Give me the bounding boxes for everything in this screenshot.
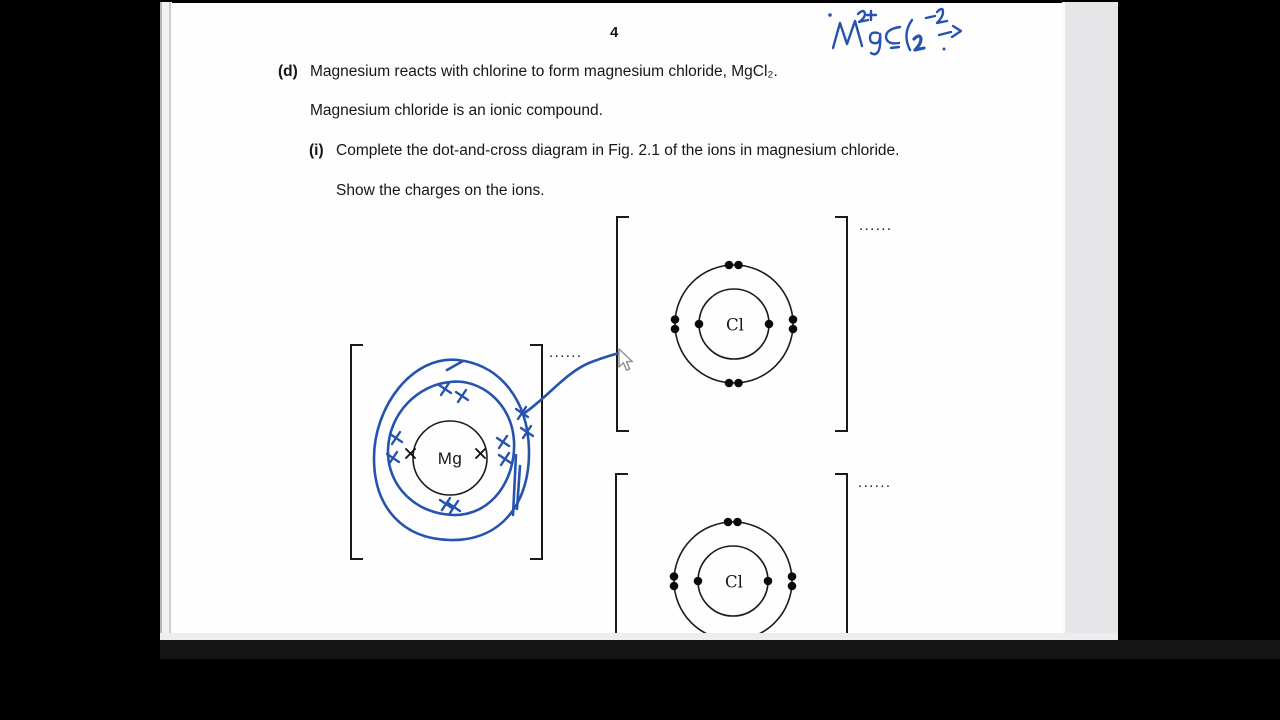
question-sub-instruction-2: Show the charges on the ions. bbox=[336, 182, 545, 199]
viewer-left-edge bbox=[160, 2, 172, 636]
cl-bottom-charge-placeholder: ...... bbox=[858, 474, 892, 491]
mg-atom-label: Mg bbox=[437, 449, 463, 468]
scrollbar-track[interactable] bbox=[1062, 2, 1118, 638]
cl-top-atom-label: Cl bbox=[726, 315, 744, 335]
page-number: 4 bbox=[610, 24, 619, 41]
electron-transfer-arrow bbox=[523, 353, 619, 414]
dot-and-cross-figure bbox=[172, 3, 1062, 633]
mouse-cursor bbox=[619, 349, 632, 370]
question-part-label: (d) bbox=[278, 63, 298, 80]
question-statement: Magnesium chloride is an ionic compound. bbox=[310, 102, 603, 119]
cl-bottom-atom-label: Cl bbox=[725, 572, 743, 592]
question-part-text: Magnesium reacts with chlorine to form magnesium chloride, MgCl₂. bbox=[310, 63, 778, 80]
question-sub-label: (i) bbox=[309, 142, 324, 159]
cl-bottom-brackets bbox=[616, 474, 847, 633]
mg-charge-placeholder: ...... bbox=[549, 344, 583, 361]
viewer-top-edge bbox=[0, 0, 1280, 2]
handwritten-mg-shells bbox=[374, 353, 619, 540]
cl-top-charge-placeholder: ...... bbox=[859, 217, 893, 234]
viewer-bottom-edge bbox=[160, 633, 1118, 640]
viewer-lower-band bbox=[160, 640, 1280, 659]
document-page-canvas[interactable] bbox=[172, 3, 1062, 633]
handwritten-formula bbox=[828, 9, 961, 54]
question-sub-instruction: Complete the dot-and-cross diagram in Fig. 2.1 of the ions in magnesium chloride. bbox=[336, 142, 900, 159]
